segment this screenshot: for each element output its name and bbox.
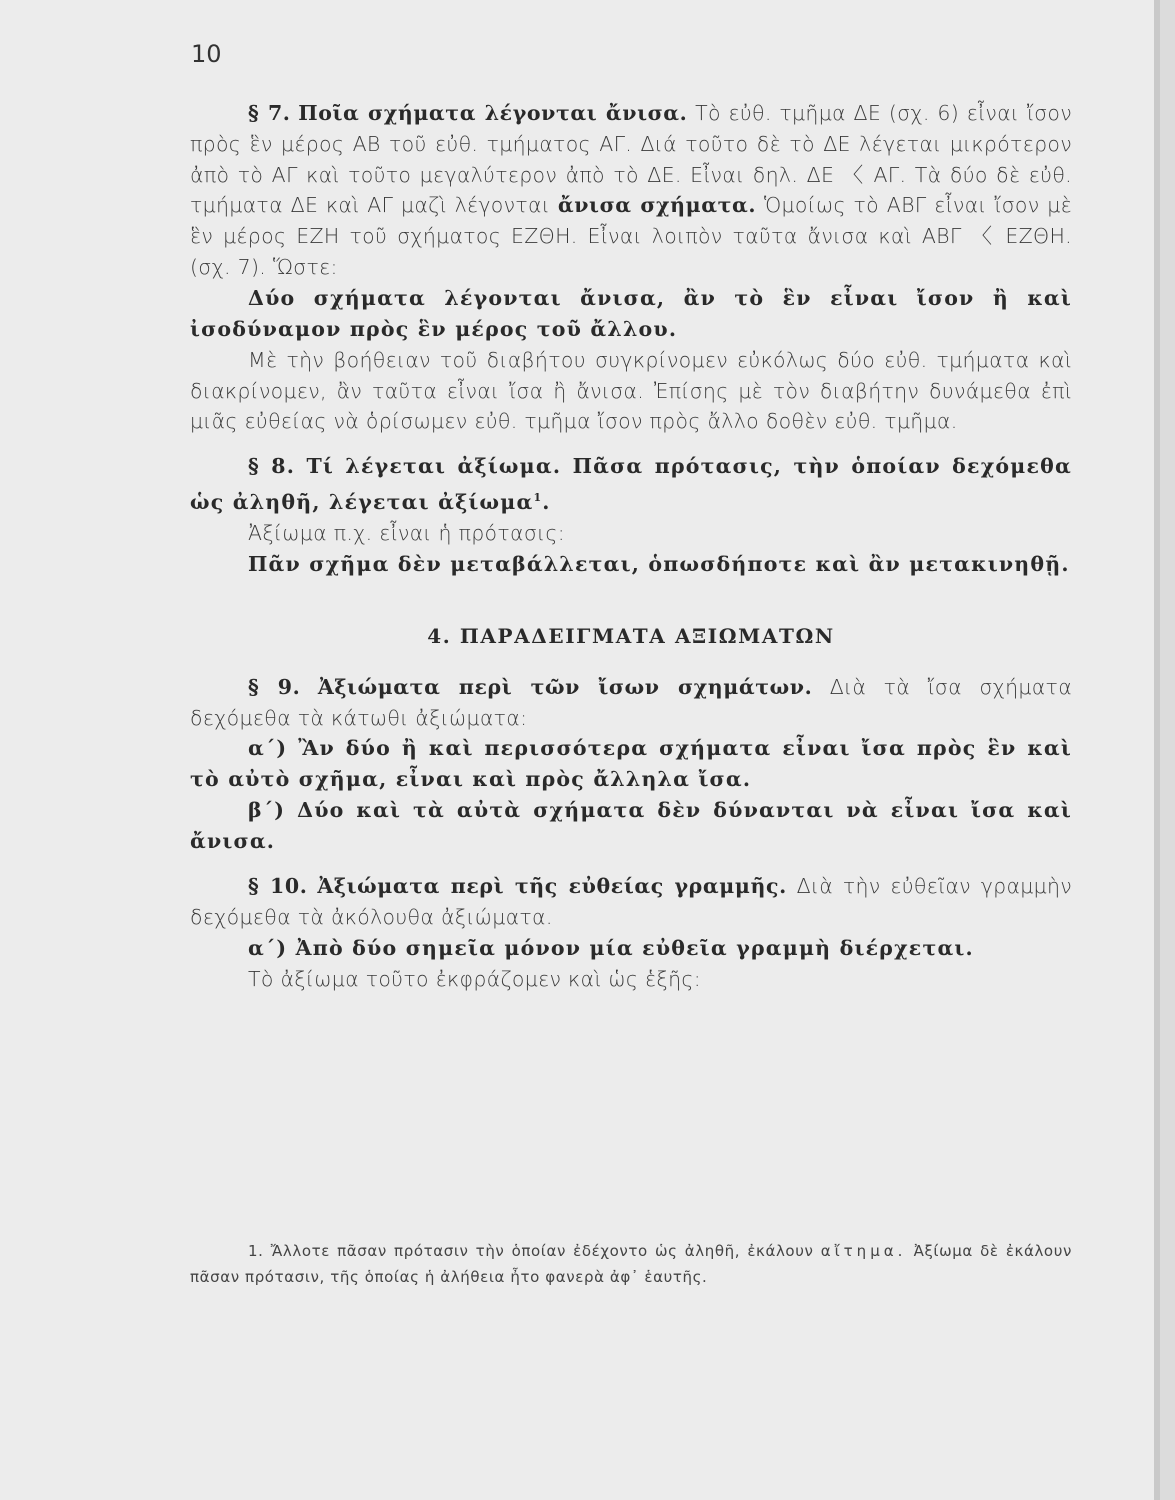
section-7-title: Ποῖα σχήματα λέγονται ἄνισα. bbox=[298, 101, 688, 125]
section-10-title: Ἀξιώματα περὶ τῆς εὐθείας γραμμῆς. bbox=[317, 874, 787, 899]
section-9-paragraph bbox=[190, 672, 1072, 734]
footnote-text-2: Ἀξίωμα δὲ ἐκάλουν πᾶσαν πρότασιν, τῆς ὁποίας ἡ ἀλήθεια ἦτο φανερὰ ἀφ᾽ ἑαυτῆς. bbox=[190, 1242, 1072, 1286]
section-8-paragraph bbox=[190, 451, 1072, 518]
footnote bbox=[190, 1238, 1072, 1290]
section-10-label: § 10. bbox=[248, 874, 308, 899]
section-7-label: § 7. bbox=[248, 101, 291, 125]
section-7-paragraph bbox=[190, 98, 1072, 283]
section-heading: 4. ΠΑΡΑΔΕΙΓΜΑΤΑ ΑΞΙΩΜΑΤΩΝ bbox=[427, 623, 835, 648]
footnote-number: 1. bbox=[248, 1242, 264, 1260]
section-10-intro: Διὰ τὴν εὐθεῖαν γραμμὴν δεχόμεθα τὰ ἀκόλουθα ἀξιώματα. bbox=[190, 874, 1072, 930]
footnote-text-1: Ἄλλοτε πᾶσαν πρότασιν τὴν ὁποίαν ἐδέχοντο ὡς ἀληθῆ, ἐκάλουν bbox=[270, 1242, 814, 1260]
section-10-paragraph bbox=[190, 871, 1072, 933]
section-7-text-3: Μὲ τὴν βοήθειαν τοῦ διαβήτου συγκρίνομεν εὐκόλως δύο εὐθ. τμήματα καὶ διακρίνομεν, ἂν ταῦτα εἶναι ἴσα ἢ ἄνισα. Ἐπίσης μὲ τὸν διαβήτην δυνάμεθα ἐπὶ μιᾶς εὐθείας νὰ ὁρίσωμεν εὐθ. τμῆμα ἴσον πρὸς ἄλλο δοθὲν εὐθ. τμῆμα. bbox=[190, 347, 1072, 434]
section-8-title: Τί λέγεται ἀξίωμα. bbox=[306, 454, 562, 479]
section-7-text-1: Τὸ εὐθ. τμῆμα ΔΕ (σχ. 6) εἶναι ἴσον πρὸς ἓν μέρος ΑΒ τοῦ εὐθ. τμήματος ΑΓ. Διά τοῦτο δὲ τὸ ΔΕ λέγεται μικρότερον ἀπὸ τὸ ΑΓ καὶ τοῦτο μεγαλύτερον ἀπὸ τὸ ΔΕ. Εἶναι δηλ. ΔΕ 〈 ΑΓ. Τὰ δύο δὲ εὐθ. τμήματα ΔΕ καὶ ΑΓ μαζὶ λέγονται bbox=[190, 101, 1072, 218]
section-8-label: § 8. bbox=[248, 454, 296, 479]
section-8-definition: Πᾶσα πρότασις, τὴν ὁποίαν δεχόμεθα ὡς ἀληθῆ, λέγεται ἀξίωμα bbox=[190, 454, 1072, 514]
section-8-example-intro: Ἀξίωμα π.χ. εἶναι ἡ πρότασις: bbox=[248, 521, 565, 545]
section-10-outro: Τὸ ἀξίωμα τοῦτο ἐκφράζομεν καὶ ὡς ἑξῆς: bbox=[248, 966, 701, 991]
section-9-label: § 9. bbox=[248, 674, 301, 699]
section-7-definition: Δύο σχήματα λέγονται ἄνισα, ἂν τὸ ἓν εἶναι ἴσον ἢ καὶ ἰσοδύναμον πρὸς ἓν μέρος τοῦ ἄλλου. bbox=[190, 285, 1072, 341]
section-7-text-2: Ὁμοίως τὸ ΑΒΓ εἶναι ἴσον μὲ ἓν μέρος ΕΖΗ τοῦ σχήματος ΕΖΘΗ. Εἶναι λοιπὸν ταῦτα ἄνισα καὶ ΑΒΓ 〈 ΕΖΘΗ. (σχ. 7). Ὥστε: bbox=[190, 193, 1072, 279]
section-8-period: . bbox=[542, 490, 551, 514]
section-9-title: Ἀξιώματα περὶ τῶν ἴσων σχημάτων. bbox=[317, 674, 813, 699]
section-7-bold-inline: ἄνισα σχήματα. bbox=[557, 193, 757, 218]
footnote-mark: 1 bbox=[533, 491, 543, 505]
section-8-example: Πᾶν σχῆμα δὲν μεταβάλλεται, ὁπωσδήποτε καὶ ἂν μετακινηθῇ. bbox=[248, 551, 1070, 576]
section-9-axiom-a: α΄) Ἂν δύο ἢ καὶ περισσότερα σχήματα εἶναι ἴσα πρὸς ἓν καὶ τὸ αὐτὸ σχῆμα, εἶναι καὶ πρὸς ἄλληλα ἴσα. bbox=[190, 736, 1072, 792]
section-9-intro: Διὰ τὰ ἴσα σχήματα δεχόμεθα τὰ κάτωθι ἀξιώματα: bbox=[190, 674, 1073, 730]
footnote-term: αἴτημα. bbox=[820, 1242, 907, 1260]
page-body bbox=[190, 98, 1072, 995]
section-10-axiom-a: α΄) Ἀπὸ δύο σημεῖα μόνον μία εὐθεῖα γραμμὴ διέρχεται. bbox=[248, 935, 974, 960]
page-number: 10 bbox=[191, 40, 222, 68]
section-9-axiom-b: β΄) Δύο καὶ τὰ αὐτὰ σχήματα δὲν δύνανται νὰ εἶναι ἴσα καὶ ἄνισα. bbox=[190, 798, 1072, 854]
